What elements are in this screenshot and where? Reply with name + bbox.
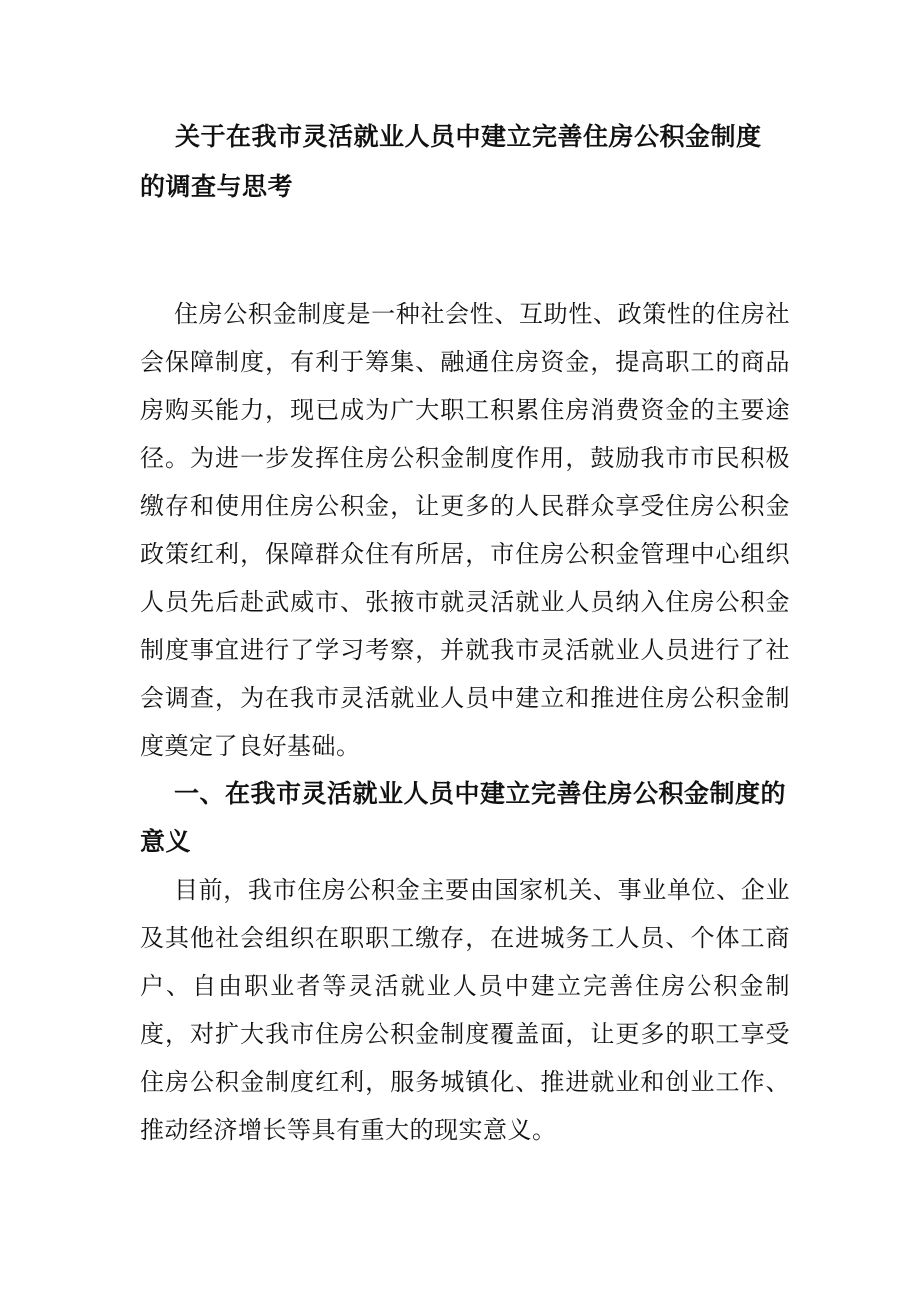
title-spacing [140, 212, 790, 290]
section-1-heading: 一、在我市灵活就业人员中建立完善住房公积金制度的意义 [140, 779, 787, 856]
document-title-line-1: 关于在我市灵活就业人员中建立完善住房公积金制度 [175, 122, 762, 151]
document-body [140, 112, 790, 1154]
intro-paragraph: 住房公积金制度是一种社会性、互助性、政策性的住房社会保障制度，有利于筹集、融通住房资金，提高职工的商品房购买能力，现已成为广大职工积累住房消费资金的主要途径。为进一步发挥住房公积金制度作用，鼓励我市市民积极缴存和使用住房公积金，让更多的人民群众享受住房公积金政策红利，保障群众住有所居，市住房公积金管理中心组织人员先后赴武威市、张掖市就灵活就业人员纳入住房公积金制度事宜进行了学习考察，并就我市灵活就业人员进行了社会调查，为在我市灵活就业人员中建立和推进住房公积金制度奠定了良好基础。 [140, 300, 790, 760]
document-title-line-2: 的调查与思考 [140, 172, 294, 201]
section-1-paragraph: 目前，我市住房公积金主要由国家机关、事业单位、企业及其他社会组织在职职工缴存，在进城务工人员、个体工商户、自由职业者等灵活就业人员中建立完善住房公积金制度，对扩大我市住房公积金制度覆盖面，让更多的职工享受住房公积金制度红利，服务城镇化、推进就业和创业工作、推动经济增长等具有重大的现实意义。 [140, 876, 790, 1144]
